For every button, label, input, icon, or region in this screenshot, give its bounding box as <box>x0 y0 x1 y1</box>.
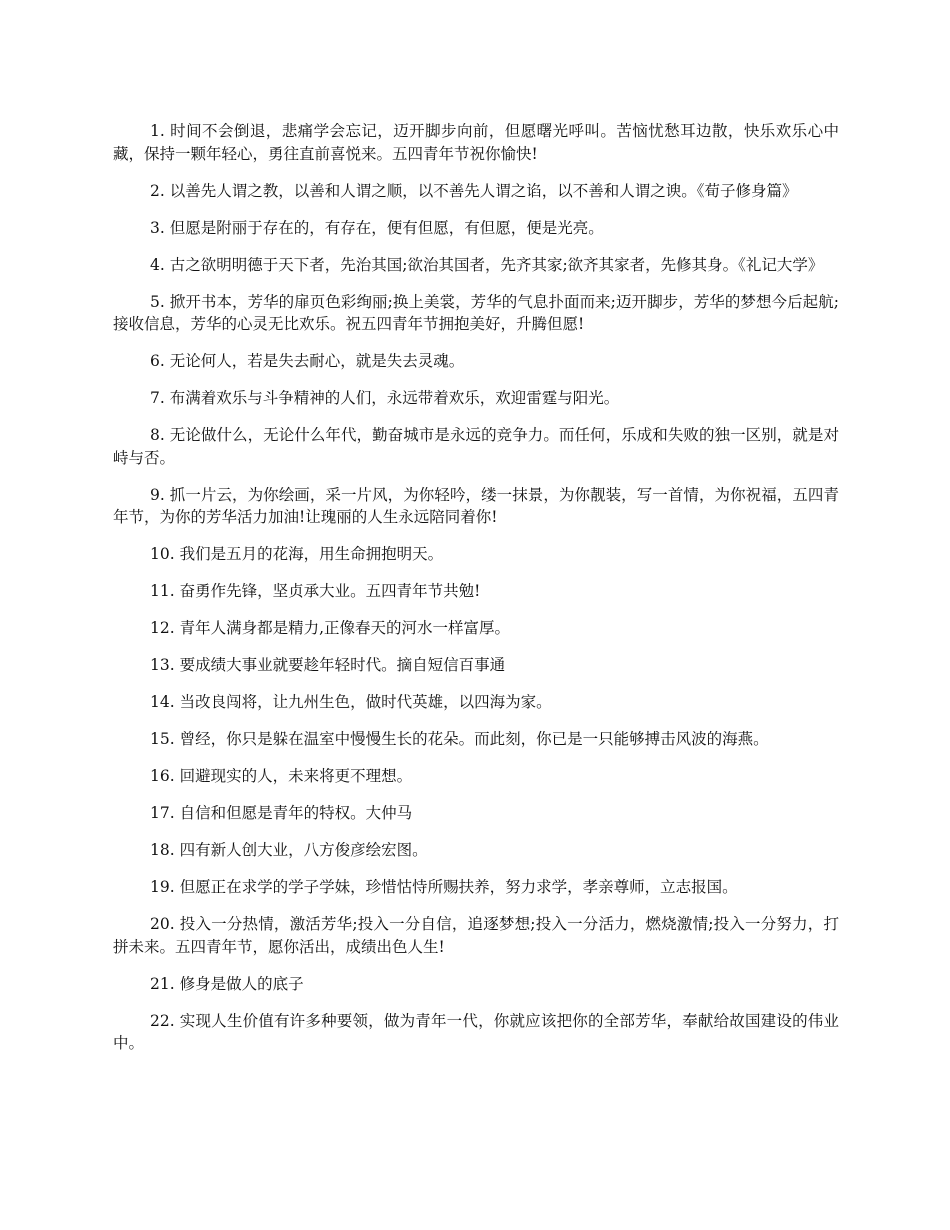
paragraph-2: 2. 以善先人谓之教，以善和人谓之顺，以不善先人谓之谄，以不善和人谓之谀。《荀子修身篇》 <box>150 181 798 200</box>
paragraph-10: 10. 我们是五月的花海，用生命拥抱明天。 <box>150 545 444 563</box>
paragraph-4: 4. 古之欲明明德于天下者，先治其国;欲治其国者，先齐其家;欲齐其家者，先修其身。《礼记大学》 <box>150 255 824 274</box>
paragraph-5: 5. 掀开书本，芳华的扉页色彩绚丽;换上美裳，芳华的气息扑面而来;迈开脚步，芳华的梦想今后起航;接收信息，芳华的心灵无比欢乐。祝五四青年节拥抱美好，升腾但愿! <box>113 292 839 333</box>
paragraph-12: 12. 青年人满身都是精力,正像春天的河水一样富厚。 <box>150 619 511 637</box>
paragraph-7: 7. 布满着欢乐与斗争精神的人们，永远带着欢乐，欢迎雷霆与阳光。 <box>150 389 620 407</box>
paragraph-15: 15. 曾经，你只是躲在温室中慢慢生长的花朵。而此刻，你已是一只能够搏击风波的海燕。 <box>150 730 769 748</box>
paragraph-14: 14. 当改良闯将，让九州生色，做时代英雄，以四海为家。 <box>150 693 552 711</box>
paragraph-17: 17. 自信和但愿是青年的特权。大仲马 <box>150 804 413 822</box>
paragraph-13: 13. 要成绩大事业就要趁年轻时代。摘自短信百事通 <box>150 656 506 674</box>
paragraph-8: 8. 无论做什么，无论什么年代，勤奋城市是永远的竞争力。而任何，乐成和失败的独一区别，就是对峙与否。 <box>113 426 839 467</box>
document-page <box>113 120 839 1069</box>
paragraph-18: 18. 四有新人创大业，八方俊彦绘宏图。 <box>150 841 428 859</box>
paragraph-16: 16. 回避现实的人，未来将更不理想。 <box>150 767 413 785</box>
paragraph-22: 22. 实现人生价值有许多种要领，做为青年一代，你就应该把你的全部芳华，奉献给故国建设的伟业中。 <box>113 1011 839 1052</box>
paragraph-1: 1. 时间不会倒退，悲痛学会忘记，迈开脚步向前，但愿曙光呼叫。苦恼忧愁耳边散，快乐欢乐心中藏，保持一颗年轻心，勇往直前喜悦来。五四青年节祝你愉快! <box>113 122 839 163</box>
paragraph-6: 6. 无论何人，若是失去耐心，就是失去灵魂。 <box>150 352 465 370</box>
paragraph-3: 3. 但愿是附丽于存在的，有存在，便有但愿，有但愿，便是光亮。 <box>150 218 604 237</box>
paragraph-19: 19. 但愿正在求学的学子学妹，珍惜怙恃所赐扶养，努力求学，孝亲尊师，立志报国。 <box>150 878 738 896</box>
paragraph-20: 20. 投入一分热情，激活芳华;投入一分自信，追逐梦想;投入一分活力，燃烧激情;投入一分努力，打拼未来。五四青年节，愿你活出，成绩出色人生! <box>113 915 839 956</box>
paragraph-9: 9. 抓一片云，为你绘画，采一片风，为你轻吟，缕一抹景，为你靓装，写一首情，为你祝福，五四青年节，为你的芳华活力加油!让瑰丽的人生永远陪同着你! <box>113 485 839 526</box>
paragraph-11: 11. 奋勇作先锋，坚贞承大业。五四青年节共勉! <box>150 582 481 600</box>
paragraph-21: 21. 修身是做人的底子 <box>150 974 304 993</box>
